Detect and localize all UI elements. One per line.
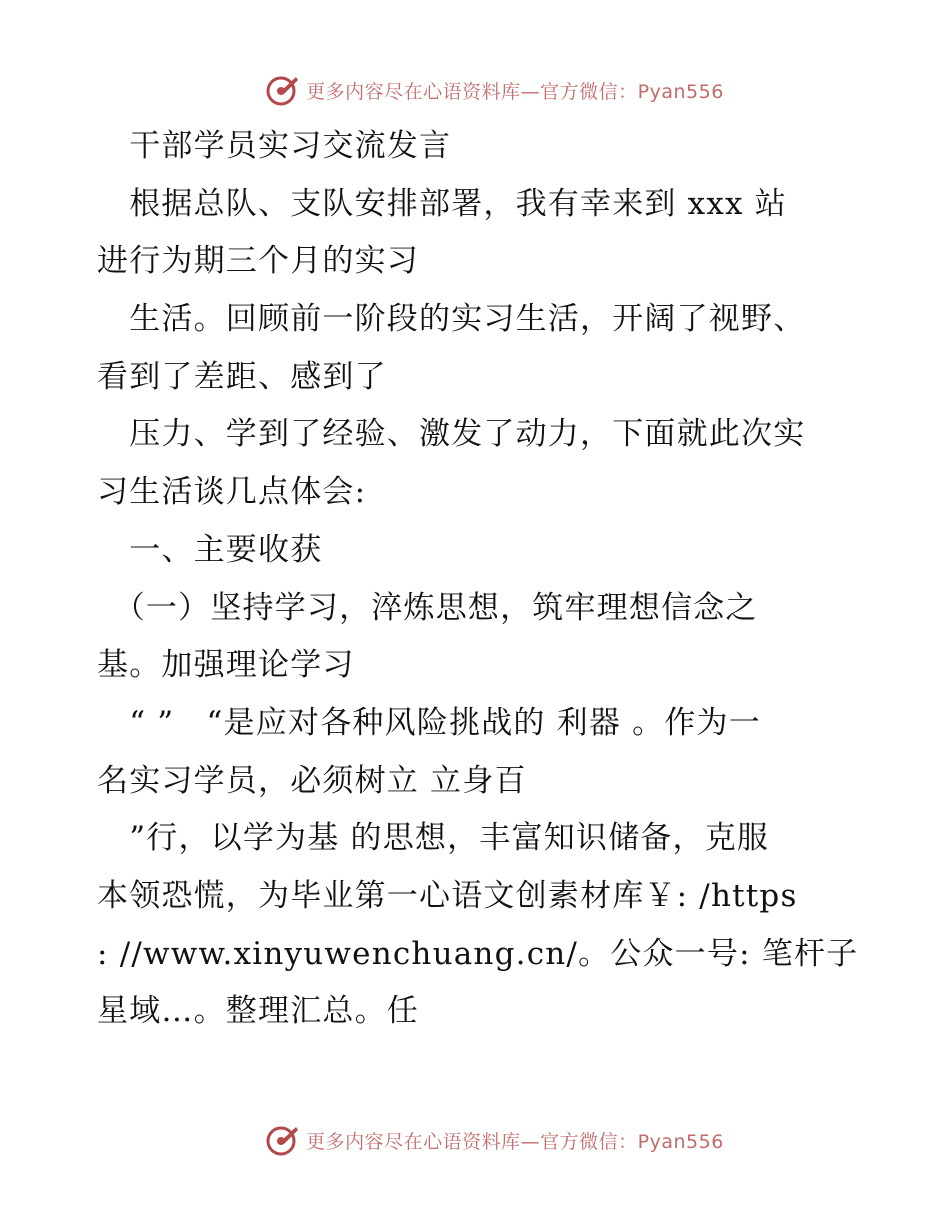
document-line: （一）坚持学习，淬炼思想，筑牢理想信念之	[97, 589, 758, 626]
document-line: 习生活谈几点体会:	[97, 474, 367, 511]
document-line: 干部学员实习交流发言	[97, 128, 452, 164]
header-watermark-text: 更多内容尽在心语资料库—官方微信：Pyan556	[306, 80, 724, 103]
document-line: 看到了差距、感到了	[97, 358, 387, 395]
pen-nib-circle-icon	[266, 73, 300, 107]
document-line: 生活。回顾前一阶段的实习生活，开阔了视野、	[97, 301, 806, 338]
document-line: ”行，以学为基 的思想，丰富知识储备，克服	[97, 820, 770, 857]
document-line: 进行为期三个月的实习	[97, 243, 419, 280]
document-line: 根据总队、支队安排部署，我有幸来到 xxx 站	[97, 185, 787, 222]
footer-watermark	[0, 1120, 950, 1160]
document-line: 星域…。整理汇总。任	[97, 993, 419, 1030]
document-line: 名实习学员，必须树立 立身百	[97, 762, 527, 799]
footer-watermark-text: 更多内容尽在心语资料库—官方微信：Pyan556	[306, 1130, 724, 1153]
document-body	[97, 118, 857, 1041]
header-watermark-inner	[266, 73, 724, 107]
document-line: 压力、学到了经验、激发了动力，下面就此次实	[97, 416, 806, 453]
document-line: “ ” “是应对各种风险挑战的 利器 。作为一	[97, 704, 761, 741]
pen-nib-circle-icon	[266, 1123, 300, 1157]
footer-watermark-inner	[266, 1123, 724, 1157]
header-watermark	[0, 70, 950, 110]
document-line: 一、主要收获	[97, 531, 323, 568]
document-line: 本领恐慌，为毕业第一心语文创素材库￥: /https	[97, 877, 798, 914]
document-line: 基。加强理论学习	[97, 647, 355, 684]
document-line: : //www.xinyuwenchuang.cn/。公众一号: 笔杆子	[97, 935, 859, 972]
